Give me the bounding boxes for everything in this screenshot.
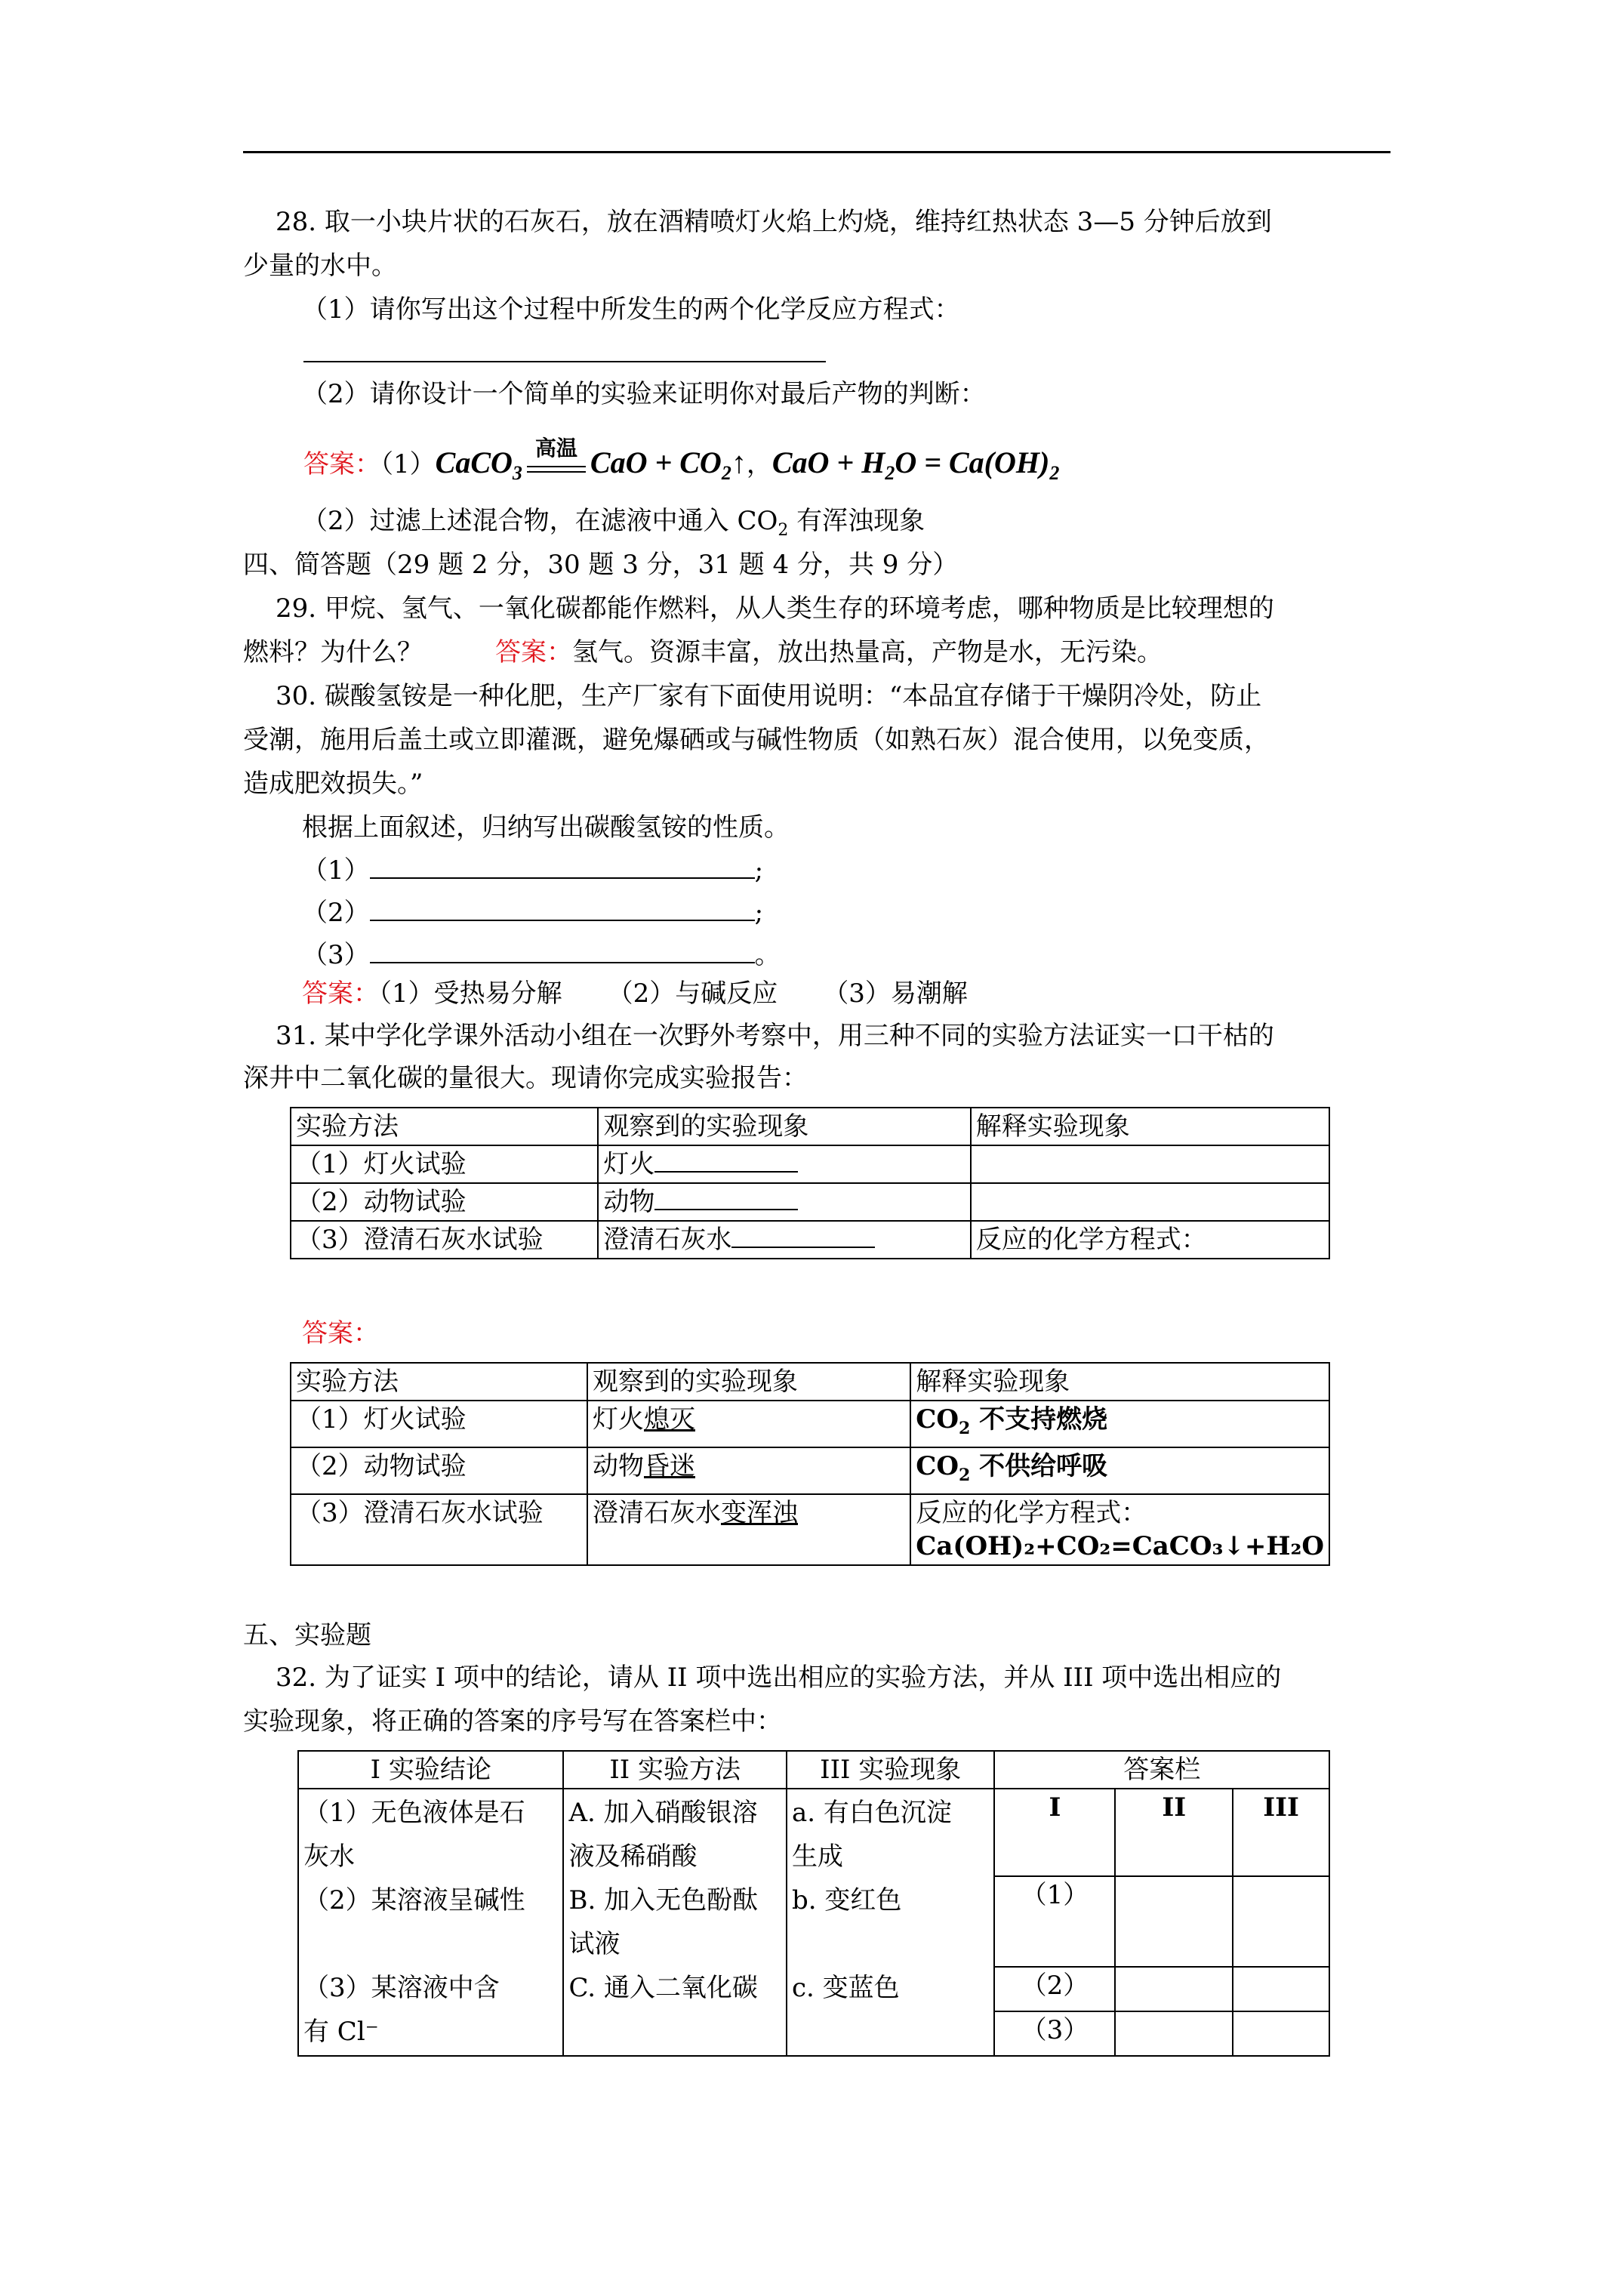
table-header-cell: II 实验方法 xyxy=(563,1751,786,1789)
table-header-cell: III 实验现象 xyxy=(787,1751,995,1789)
q31-question-table xyxy=(290,1107,1330,1259)
table-row: （2）动物试验 动物 xyxy=(291,1183,1329,1221)
table-row: （1）灯火试验 灯火熄灭 $CO_2$ 不支持燃烧 xyxy=(291,1401,1329,1447)
method-column: A. 加入硝酸银溶 液及稀硝酸 B. 加入无色酚酞 试液 C. 通入二氧化碳 xyxy=(563,1789,786,2056)
q28-part1: （1）请你写出这个过程中所发生的两个化学反应方程式： xyxy=(302,294,960,325)
answer-subheader: III xyxy=(1233,1789,1329,1876)
q28-answer-line xyxy=(303,361,826,362)
q28-answer-equations: 答案：（1）CaCO$_3$ 高温 CaO + $CO_2↑$，CaO + $H_2O = Ca(OH)_2$ xyxy=(303,437,1060,484)
q30-line3: 造成肥效损失。” xyxy=(243,769,423,799)
q30-line2: 受潮，施用后盖土或立即灌溉，避免爆硒或与碱性物质（如熟石灰）混合使用，以免变质， xyxy=(243,725,1270,755)
q31-line1: 31. 某中学化学课外活动小组在一次野外考察中，用三种不同的实验方法证实一口干枯的 xyxy=(276,1021,1274,1051)
conclusion-column: （1）无色液体是石 灰水 （2）某溶液呈碱性 （3）某溶液中含 有 Cl⁻ xyxy=(298,1789,563,2056)
table-row: （1） xyxy=(298,1876,1329,1967)
answer-subheader: II xyxy=(1115,1789,1233,1876)
table-header-row xyxy=(298,1751,1329,1789)
header-rule xyxy=(243,151,1390,153)
table-header-row xyxy=(291,1108,1329,1145)
q31-answer-label: 答案： xyxy=(302,1318,379,1348)
table-header-cell: 解释实验现象 xyxy=(910,1363,1329,1401)
q29-line2: 燃料？为什么？ 答案：氢气。资源丰富，放出热量高，产物是水，无污染。 xyxy=(243,637,1163,667)
table-header-cell: 实验方法 xyxy=(291,1363,587,1401)
q32-line2: 实验现象，将正确的答案的序号写在答案栏中： xyxy=(243,1706,782,1737)
table-header-cell: 解释实验现象 xyxy=(971,1108,1329,1145)
answer-subheader: I xyxy=(994,1789,1115,1876)
q28-stem-line2: 少量的水中。 xyxy=(243,251,397,281)
table-header-cell: 实验方法 xyxy=(291,1108,598,1145)
q31-answer-table xyxy=(290,1362,1330,1566)
q28-stem-line1: 28. 取一小块片状的石灰石，放在酒精喷灯火焰上灼烧，维持红热状态 3—5 分钟后放到 xyxy=(276,207,1272,237)
section4-heading: 四、简答题（29 题 2 分，30 题 3 分，31 题 4 分，共 9 分） xyxy=(243,550,959,580)
q30-line4: 根据上面叙述，归纳写出碳酸氢铵的性质。 xyxy=(302,812,790,843)
q28-answer-part2: （2）过滤上述混合物，在滤液中通入 $CO_2$ 有浑浊现象 xyxy=(302,506,925,540)
answer-label: 答案： xyxy=(303,449,380,479)
table-row xyxy=(298,1789,1329,1876)
q32-table xyxy=(297,1750,1330,2057)
table-header-cell: 答案栏 xyxy=(994,1751,1329,1789)
answer-label: 答案： xyxy=(302,978,379,1009)
q30-blank-3: （3） 。 xyxy=(302,936,781,972)
q28-part2: （2）请你设计一个简单的实验来证明你对最后产物的判断： xyxy=(302,379,986,409)
answer-cell[interactable] xyxy=(1115,1967,1233,2011)
q32-line1: 32. 为了证实 I 项中的结论，请从 II 项中选出相应的实验方法，并从 III 项中选出相应的 xyxy=(276,1663,1282,1693)
q30-answers: 答案：（1）受热易分解 （2）与碱反应 （3）易潮解 xyxy=(302,978,968,1009)
answer-cell[interactable] xyxy=(1233,2011,1329,2056)
chemical-equation: Ca(OH)₂+CO₂=CaCO₃↓+H₂O xyxy=(916,1530,1324,1561)
q29-line1: 29. 甲烷、氢气、一氧化碳都能作燃料，从人类生存的环境考虑，哪种物质是比较理想的 xyxy=(276,593,1274,624)
table-row: （2）动物试验 动物昏迷 $CO_2$ 不供给呼吸 xyxy=(291,1447,1329,1494)
table-header-cell: I 实验结论 xyxy=(298,1751,563,1789)
answer-label: 答案： xyxy=(495,637,572,667)
table-header-row xyxy=(291,1363,1329,1401)
table-row: （3）澄清石灰水试验 澄清石灰水变浑浊 反应的化学方程式： Ca(OH)₂+CO₂=CaCO₃↓+H₂O xyxy=(291,1494,1329,1565)
answer-cell[interactable] xyxy=(1233,1876,1329,1967)
table-header-cell: 观察到的实验现象 xyxy=(598,1108,970,1145)
section5-heading: 五、实验题 xyxy=(243,1620,371,1650)
reaction-condition: 高温 xyxy=(527,452,586,473)
q30-blank-2: （2） ; xyxy=(302,894,763,929)
phenomenon-column: a. 有白色沉淀 生成 b. 变红色 c. 变蓝色 xyxy=(787,1789,995,2056)
q31-line2: 深井中二氧化碳的量很大。现请你完成实验报告： xyxy=(243,1063,808,1093)
q30-line1: 30. 碳酸氢铵是一种化肥，生产厂家有下面使用说明：“本品宜存储于干燥阴冷处，防止 xyxy=(276,681,1262,711)
table-row: （2） xyxy=(298,1967,1329,2011)
answer-cell[interactable] xyxy=(1115,1876,1233,1967)
q30-blank-1: （1） ; xyxy=(302,852,763,887)
table-row: （3） xyxy=(298,2011,1329,2056)
gas-arrow: ↑ xyxy=(731,445,747,479)
table-row: （1）灯火试验 灯火 xyxy=(291,1145,1329,1183)
answer-cell[interactable] xyxy=(1233,1967,1329,2011)
answer-cell[interactable] xyxy=(1115,2011,1233,2056)
table-header-cell: 观察到的实验现象 xyxy=(587,1363,910,1401)
table-row: （3）澄清石灰水试验 澄清石灰水 反应的化学方程式： xyxy=(291,1221,1329,1259)
